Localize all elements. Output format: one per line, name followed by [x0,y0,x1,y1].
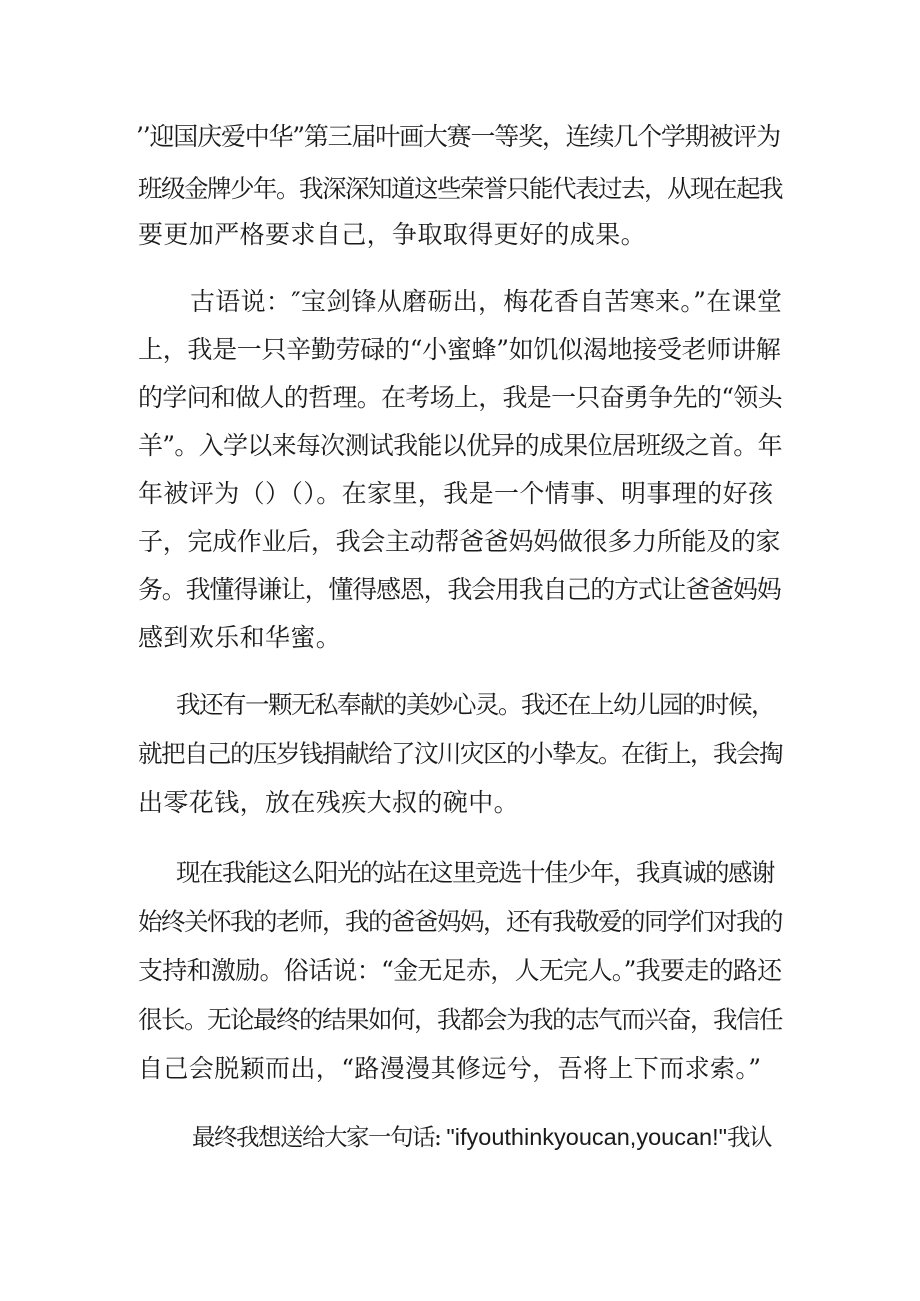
text-line: 子，完成作业后，我会主动帮爸爸妈妈做很多力所能及的家 [138,527,781,556]
text-line: 支持和激励。俗话说：“金无足赤，人无完人。”我要走的路还 [138,956,782,985]
english-quote: "ifyouthinkyoucan,youcan!" [446,1124,727,1150]
text-line: 我还有一颗无私奉献的美妙心灵。我还在上幼儿园的时候， [176,690,774,719]
text-line: ’’迎国庆爱中华”第三届叶画大赛一等奖，连续几个学期被评为 [136,122,780,151]
text-line: 始终关怀我的老师，我的爸爸妈妈，还有我敬爱的同学们对我的 [138,907,782,936]
text-line-mixed [192,1121,771,1153]
text-line: 羊”。入学以来每次测试我能以优异的成果位居班级之首。年 [138,431,782,460]
text-line: 上，我是一只辛勤劳碌的“小蜜蜂”如饥似渴地接受老师讲解 [138,335,781,364]
text-line: 古语说：″宝剑锋从磨砺出，梅花香自苦寒来。”在课堂 [190,287,783,316]
text-line: 感到欢乐和华蜜。 [138,623,342,652]
text-line: 就把自己的压岁钱捐献给了汶川灾区的小挚友。在街上，我会掏 [138,739,782,768]
text-line: 务。我懂得谦让，懂得感恩，我会用我自己的方式让爸爸妈妈 [138,575,781,604]
text-line: 自己会脱颖而出，“路漫漫其修远兮，吾将上下而求索。” [138,1054,762,1083]
text-line: 很长。无论最终的结果如何，我都会为我的志气而兴奋，我信任 [138,1005,782,1034]
text-segment: 我认 [726,1123,771,1151]
text-line: 的学问和做人的哲理。在考场上，我是一只奋勇争先的“领头 [138,383,782,412]
text-line: 年被评为（）（）。在家里，我是一个情事、明事理的好孩 [138,479,774,508]
text-line: 班级金牌少年。我深深知道这些荣誉只能代表过去，从现在起我 [138,174,782,203]
text-line: 出零花钱，放在残疾大叔的碗中。 [138,788,520,817]
text-line: 要更加严格要求自己，争取取得更好的成果。 [138,220,647,249]
text-line: 现在我能这么阳光的站在这里竞选十佳少年，我真诚的感谢 [176,858,774,887]
text-segment: 最终我想送给大家一句话: [192,1123,441,1151]
